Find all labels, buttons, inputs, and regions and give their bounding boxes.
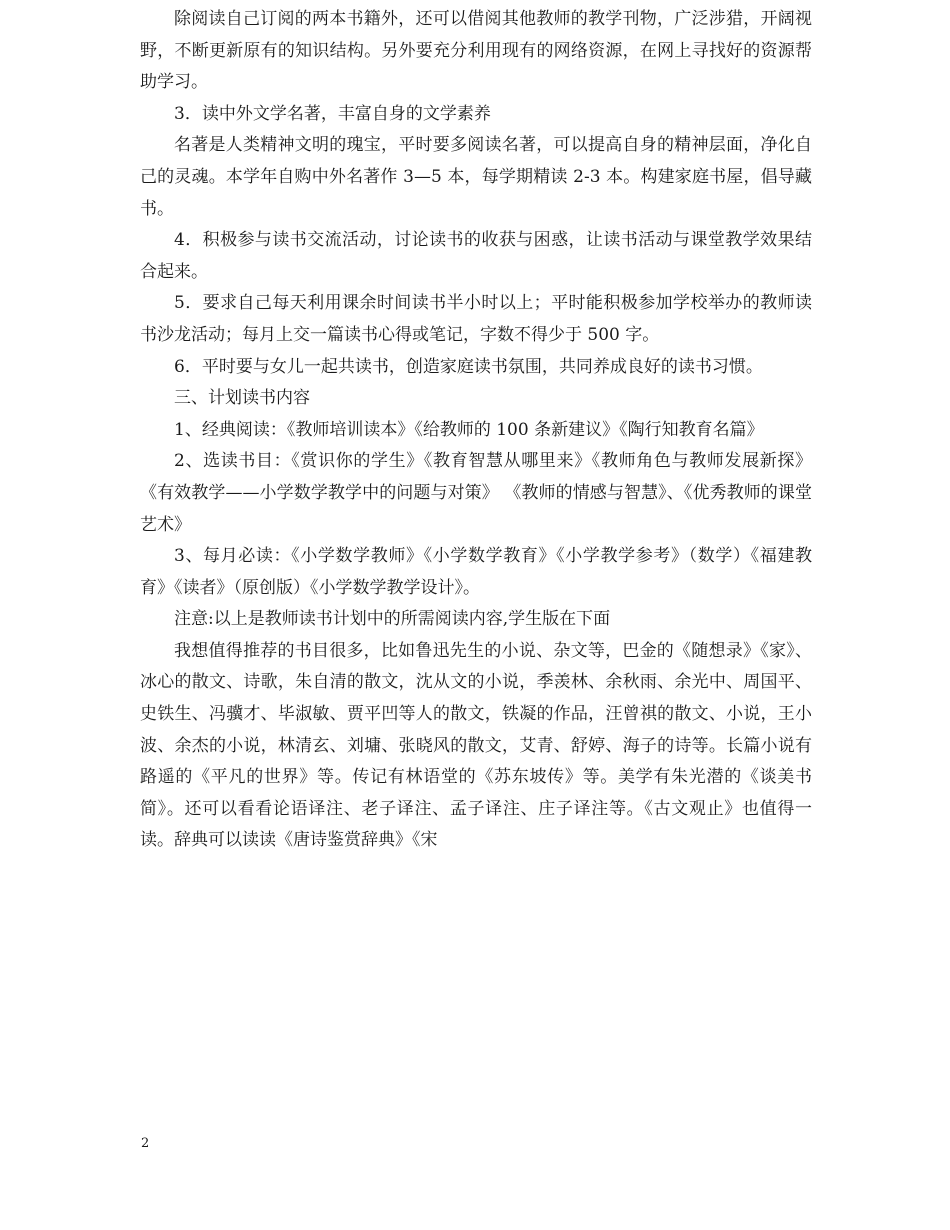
paragraph-recommendations: 我想值得推荐的书目很多，比如鲁迅先生的小说、杂文等，巴金的《随想录》《家》、冰心的散文、诗歌，朱自清的散文，沈从文的小说，季羡林、余秋雨、余光中、周国平、史铁生、冯骥才、毕淑敏、贾平凹等人的散文，铁凝的作品，汪曾祺的散文、小说，王小波、余杰的小说，林清玄、刘墉、张晓风的散文，艾青、舒婷、海子的诗等。长篇小说有路遥的《平凡的世界》等。传记有林语堂的《苏东坡传》等。美学有朱光潜的《谈美书简》。还可以看看论语译注、老子译注、孟子译注、庄子译注等。《古文观止》也值得一读。辞典可以读读《唐诗鉴赏辞典》《宋: [140, 640, 812, 851]
document-body: [140, 0, 812, 857]
paragraph-item-6: 6．平时要与女儿一起共读书，创造家庭读书氛围，共同养成良好的读书习惯。: [174, 356, 763, 377]
paragraph-reading-journals: 除阅读自己订阅的两本书籍外，还可以借阅其他教师的教学刊物，广泛涉猎，开阔视野，不断更新原有的知识结构。另外要充分利用现有的网络资源，在网上寻找好的资源帮助学习。: [140, 9, 812, 93]
page-number: 2: [141, 1136, 150, 1151]
paragraph-selected-reading: 2、选读书目：《赏识你的学生》《教育智慧从哪里来》《教师角色与教师发展新探》《有效教学——小学数学教学中的问题与对策》 《教师的情感与智慧》、《优秀教师的课堂艺术》: [140, 451, 812, 535]
paragraph-classics: 名著是人类精神文明的瑰宝，平时要多阅读名著，可以提高自身的精神层面，净化自己的灵魂。本学年自购中外名著作 3—5 本，每学期精读 2-3 本。构建家庭书屋，倡导藏书。: [140, 135, 812, 219]
section-heading-reading-content: 三、计划读书内容: [174, 388, 310, 409]
paragraph-item-3-heading: 3．读中外文学名著，丰富自身的文学素养: [174, 103, 491, 124]
paragraph-item-4: 4．积极参与读书交流活动，讨论读书的收获与困惑，让读书活动与课堂教学效果结合起来。: [140, 230, 812, 282]
paragraph-classic-reading: 1、经典阅读：《教师培训读本》《给教师的 100 条新建议》《陶行知教育名篇》: [174, 419, 764, 440]
paragraph-item-5: 5．要求自己每天利用课余时间读书半小时以上；平时能积极参加学校举办的教师读书沙龙活动；每月上交一篇读书心得或笔记，字数不得少于 500 字。: [140, 293, 812, 345]
paragraph-monthly-reading: 3、每月必读：《小学数学教师》《小学数学教育》《小学教学参考》（数学）《福建教育》《读者》（原创版）《小学数学教学设计》。: [140, 546, 812, 598]
paragraph-note: 注意:以上是教师读书计划中的所需阅读内容,学生版在下面: [174, 609, 611, 630]
